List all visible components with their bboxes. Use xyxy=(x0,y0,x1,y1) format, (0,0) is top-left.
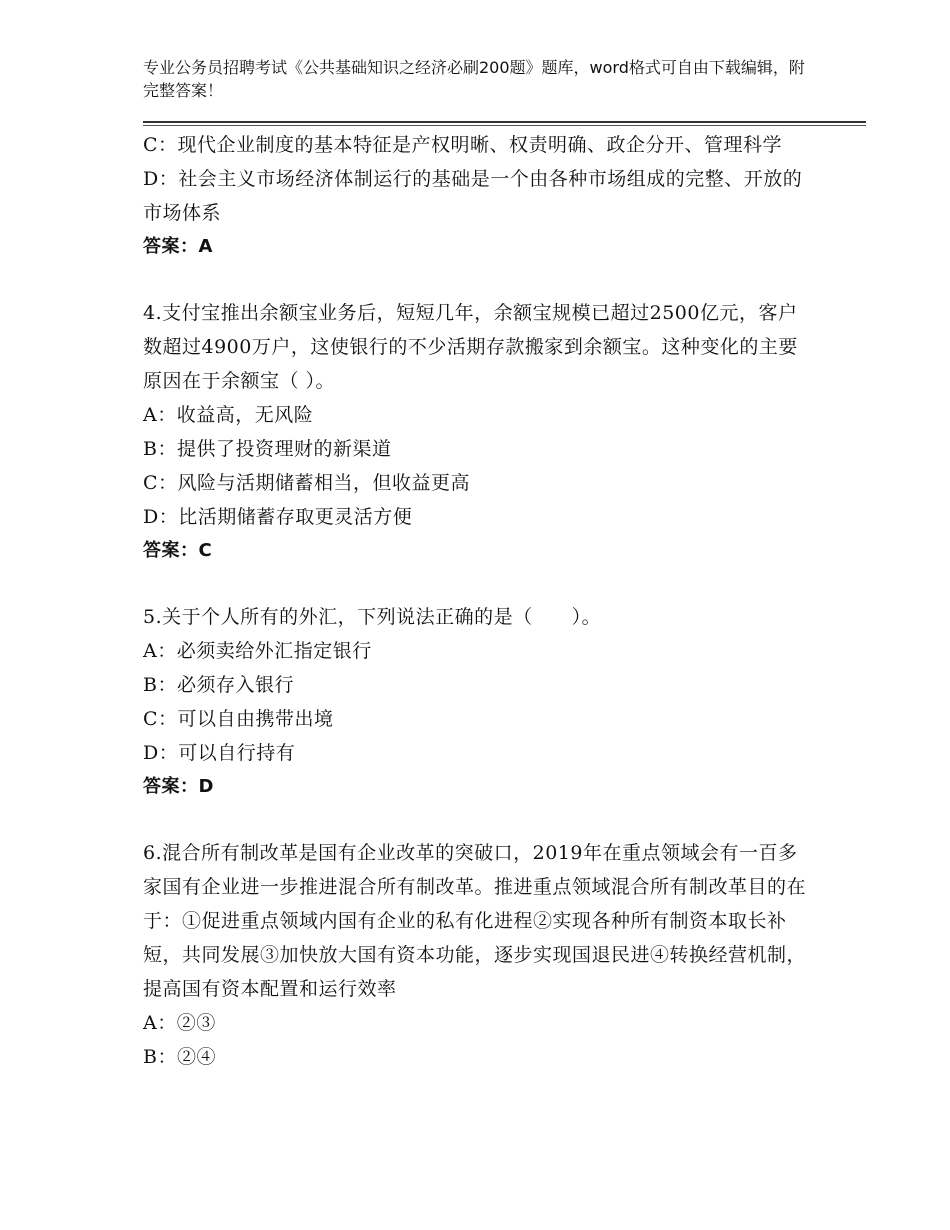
q4-option-b: B：提供了投资理财的新渠道 xyxy=(143,438,392,460)
q5-stem: 5.关于个人所有的外汇，下列说法正确的是（ ）。 xyxy=(143,606,602,628)
q3-option-c: C：现代企业制度的基本特征是产权明晰、权责明确、政企分开、管理科学 xyxy=(143,134,783,156)
q6-stem: 6.混合所有制改革是国有企业改革的突破口，2019年在重点领域会有一百多家国有企业进一步推进混合所有制改革。推进重点领域混合所有制改革目的在于：①促进重点领域内国有企业的私有化进程②实现各种所有制资本取长补短，共同发展③加快放大国有资本功能，逐步实现国退民进④转换经营机制，提高国有资本配置和运行效率 xyxy=(143,842,807,1000)
question-content xyxy=(143,128,815,1074)
q4-answer: 答案：C xyxy=(143,540,213,561)
q4-stem: 4.支付宝推出余额宝业务后，短短几年，余额宝规模已超过2500亿元，客户数超过4900万户，这使银行的不少活期存款搬家到余额宝。这种变化的主要原因在于余额宝（ ）。 xyxy=(143,302,798,392)
q4-option-d: D：比活期储蓄存取更灵活方便 xyxy=(143,506,413,528)
q5-option-a: A：必须卖给外汇指定银行 xyxy=(143,640,372,662)
q5-option-b: B：必须存入银行 xyxy=(143,674,294,696)
q4-option-a: A：收益高，无风险 xyxy=(143,404,314,426)
q3-option-d: D：社会主义市场经济体制运行的基础是一个由各种市场组成的完整、开放的市场体系 xyxy=(143,168,803,224)
q6-option-b: B：②④ xyxy=(143,1046,216,1068)
q3-answer: 答案：A xyxy=(143,236,213,257)
header-rule-thin xyxy=(143,125,866,126)
q5-option-c: C：可以自由携带出境 xyxy=(143,708,334,730)
page-header: 专业公务员招聘考试《公共基础知识之经济必刷200题》题库，word格式可自由下载编辑，附完整答案！ xyxy=(143,58,805,100)
q5-answer: 答案：D xyxy=(143,776,214,797)
q6-option-a: A：②③ xyxy=(143,1012,216,1034)
header-rule-thick xyxy=(143,121,866,123)
q4-option-c: C：风险与活期储蓄相当，但收益更高 xyxy=(143,472,471,494)
q5-option-d: D：可以自行持有 xyxy=(143,742,296,764)
